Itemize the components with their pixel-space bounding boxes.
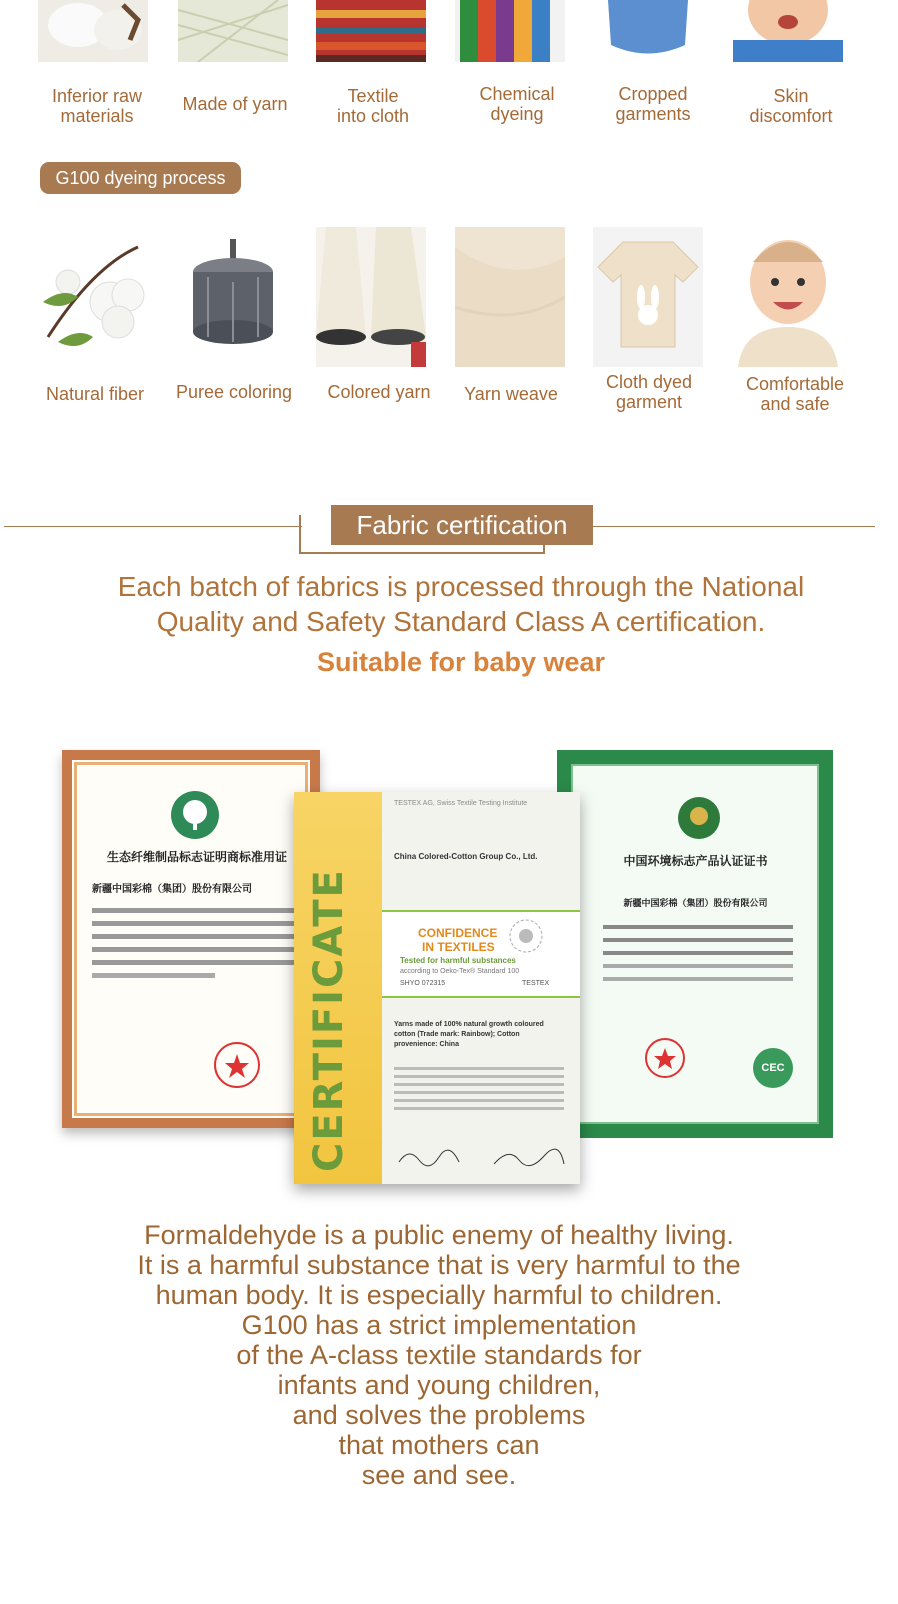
paragraph-line: infants and young children,: [277, 1370, 601, 1400]
dyeing-machine-image: [178, 227, 288, 367]
badge-line: IN TEXTILES: [422, 940, 495, 954]
certificate-title: 生态纤维制品标志证明商标准用证: [106, 850, 287, 864]
certificate-body-lines: [603, 916, 793, 990]
happy-baby-image: [733, 227, 843, 367]
step-caption: Skin discomfort: [749, 86, 833, 126]
step-caption: Yarn weave: [464, 384, 558, 404]
paragraph-line: of the A-class textile standards for: [236, 1340, 642, 1370]
dyed-garment-image: [593, 227, 703, 367]
step-caption: Textile into cloth: [336, 86, 410, 126]
certificate-header: TESTEX AG, Swiss Textile Testing Institute: [394, 800, 528, 807]
environmental-label-certificate: [557, 750, 833, 1138]
paragraph-line: Formaldehyde is a public enemy of healthy living.: [144, 1220, 734, 1250]
step-caption: Chemical dyeing: [479, 84, 555, 124]
paragraph-line: that mothers can: [338, 1430, 540, 1460]
environmental-emblem-icon: [677, 796, 721, 840]
step-caption: Cropped garments: [615, 84, 691, 124]
intro-line: Quality and Safety Standard Class A certification.: [156, 606, 766, 637]
step-caption: Colored yarn: [327, 382, 431, 402]
g100-process-label: G100 dyeing process: [40, 162, 241, 194]
step-caption: Made of yarn: [182, 94, 288, 114]
cotton-boll-image: [38, 227, 148, 367]
certificate-title: 中国环境标志产品认证证书: [623, 854, 768, 868]
badge-line: Tested for harmful substances: [400, 956, 516, 965]
badge-brand: TESTEX: [522, 980, 550, 987]
badge-line: CONFIDENCE: [418, 926, 498, 940]
cec-badge: CEC: [753, 1048, 793, 1088]
oeko-tex-certificate: [294, 792, 580, 1184]
certificate-company: 新疆中国彩棉（集团）股份有限公司: [92, 884, 252, 895]
certificate-body: Yarns made of 100% natural growth coloured cotton (Trade mark: Rainbow); Cotton provenience: China: [394, 1021, 544, 1048]
divider-left: [4, 526, 302, 527]
paragraph-line: see and see.: [361, 1460, 517, 1490]
signature-icon: [394, 1142, 574, 1172]
ecological-fiber-certificate: [62, 750, 320, 1128]
red-stamp-icon: [643, 1036, 687, 1080]
paragraph-line: human body. It is especially harmful to children.: [155, 1280, 723, 1310]
colored-yarn-image: [316, 227, 426, 367]
certificate-body-lines: [92, 900, 297, 986]
green-certificate-inner: [571, 764, 819, 1124]
step-caption: Cloth dyed garment: [605, 372, 693, 412]
badge-line: according to Oeko-Tex® Standard 100: [400, 968, 520, 975]
badge-code: SHYO 072315: [400, 980, 446, 987]
certificate-company: China Colored-Cotton Group Co., Ltd.: [394, 852, 538, 861]
section-title: Fabric certification: [331, 505, 593, 545]
paragraph-line: It is a harmful substance that is very harmful to the: [137, 1250, 741, 1280]
step-caption: Natural fiber: [45, 384, 145, 404]
oeko-tex-badge: [382, 910, 580, 998]
formaldehyde-paragraph: [40, 1220, 838, 1490]
sunflower-logo-icon: [508, 918, 544, 954]
paragraph-line: and solves the problems: [292, 1400, 586, 1430]
yarn-weave-image: [455, 227, 565, 367]
intro-highlight: Suitable for baby wear: [316, 647, 606, 677]
divider-right: [593, 526, 875, 527]
g100-process-row: [0, 0, 898, 420]
tree-emblem-icon: [170, 790, 220, 840]
red-stamp-icon: [212, 1040, 262, 1090]
step-caption: Puree coloring: [175, 382, 293, 402]
certificate-stripe: [294, 792, 382, 1184]
intro-line: Each batch of fabrics is processed through the National: [117, 571, 805, 602]
certificate-fineprint: [394, 1062, 564, 1115]
step-caption: Comfortable and safe: [745, 374, 845, 414]
paragraph-line: G100 has a strict implementation: [241, 1310, 637, 1340]
certificate-vertical-label: CERTIFICATE: [306, 868, 352, 1172]
step-caption: Inferior raw materials: [51, 86, 143, 126]
certificate-company: 新疆中国彩棉（集团）股份有限公司: [623, 899, 768, 909]
